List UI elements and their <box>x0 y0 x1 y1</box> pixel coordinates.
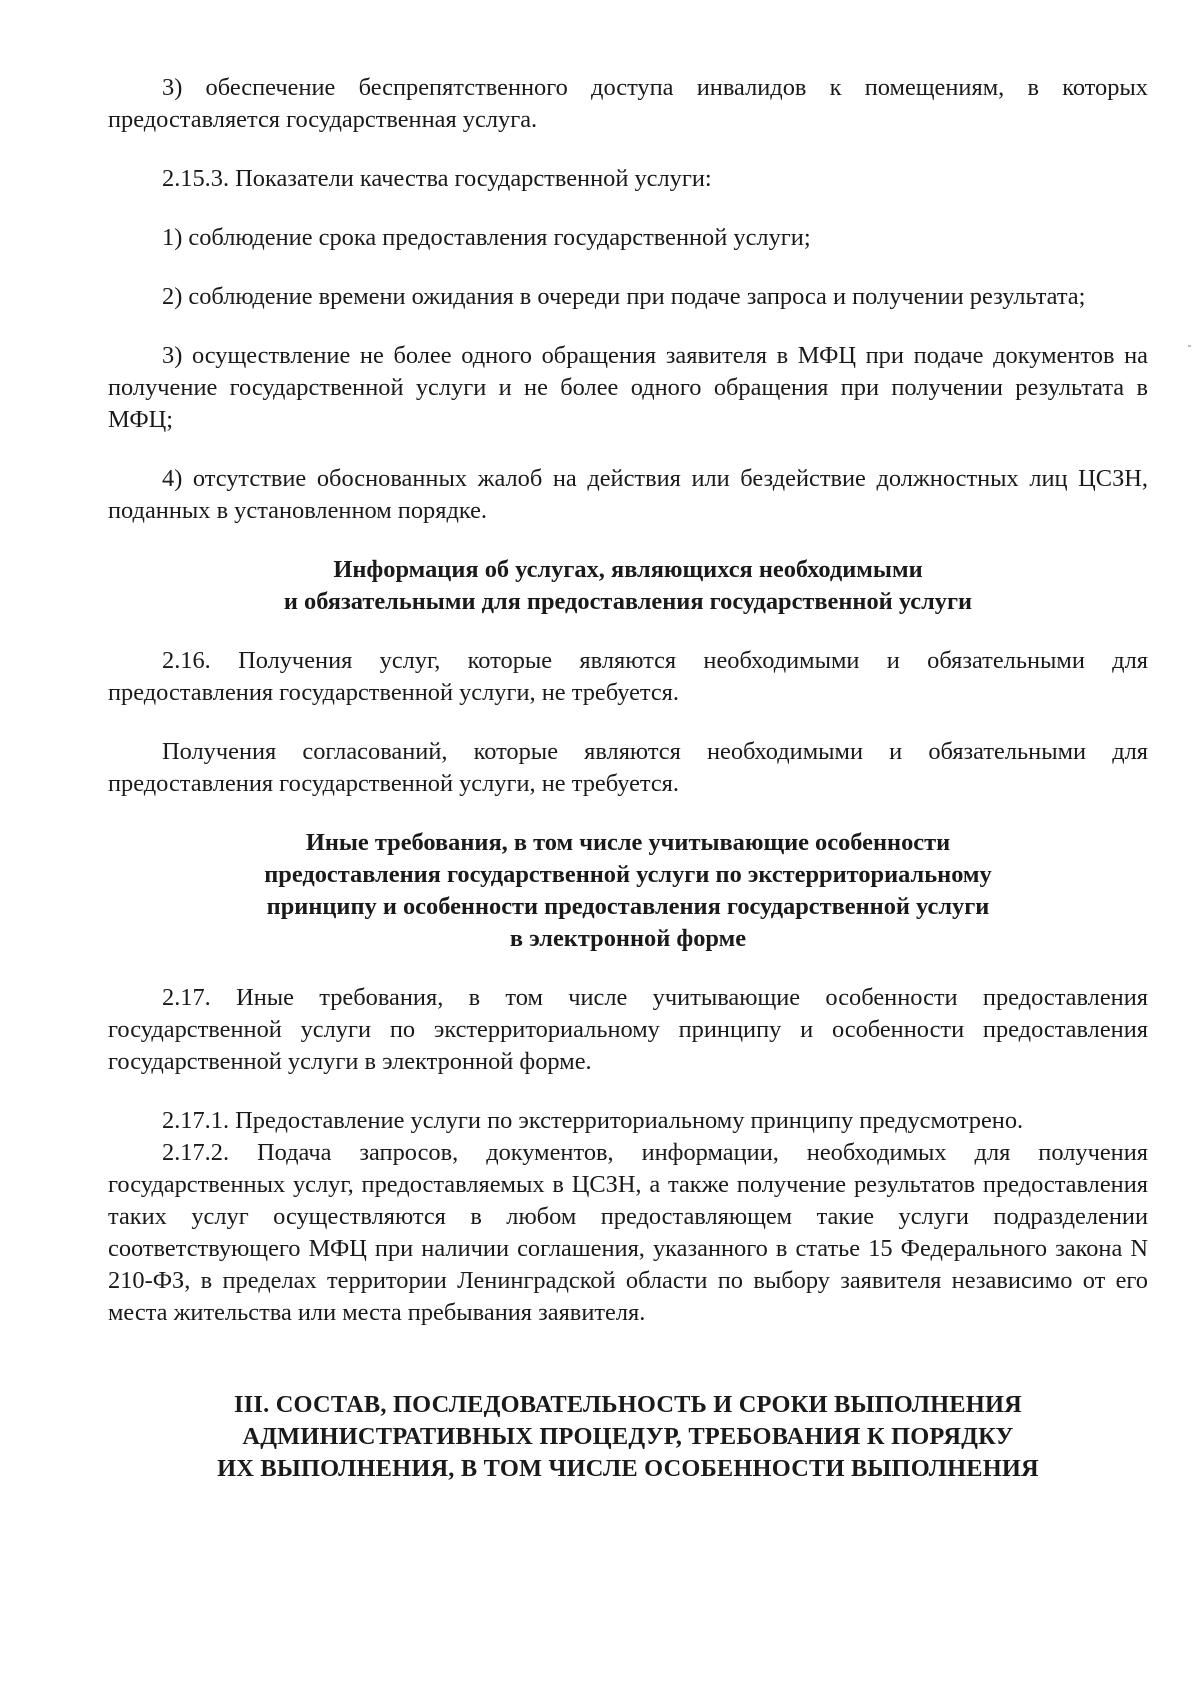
section-heading-iii-line3: ИХ ВЫПОЛНЕНИЯ, В ТОМ ЧИСЛЕ ОСОБЕННОСТИ ВЫПОЛНЕНИЯ <box>217 1455 1039 1482</box>
scan-speck <box>1188 345 1191 347</box>
section-heading-iii-line1: III. СОСТАВ, ПОСЛЕДОВАТЕЛЬНОСТЬ И СРОКИ ВЫПОЛНЕНИЯ <box>234 1391 1022 1418</box>
heading-other-requirements-line1: Иные требования, в том числе учитывающие особенности <box>305 829 951 856</box>
paragraph-waiting-time: 2) соблюдение времени ожидания в очереди при подаче запроса и получении результата; <box>162 283 1086 310</box>
heading-required-services <box>108 554 1148 618</box>
paragraph-quality-indicators: 2.15.3. Показатели качества государственной услуги: <box>162 165 712 192</box>
paragraph-accessibility: 3) обеспечение беспрепятственного доступа инвалидов к помещениям, в которых предоставляется государственная услуга. <box>108 74 1148 133</box>
paragraph-single-appeal: 3) осуществление не более одного обращения заявителя в МФЦ при подаче документов на получение государственной услуги и не более одного обращения при получении результата в МФЦ; <box>108 342 1148 433</box>
paragraph-no-complaints: 4) отсутствие обоснованных жалоб на действия или бездействие должностных лиц ЦСЗН, поданных в установленном порядке. <box>108 465 1148 524</box>
heading-required-services-line2: и обязательными для предоставления государственной услуги <box>283 588 973 615</box>
heading-other-requirements <box>108 827 1148 955</box>
heading-required-services-line1: Информация об услугах, являющихся необходимыми <box>333 556 923 583</box>
heading-other-requirements-line3: принципу и особенности предоставления государственной услуги <box>266 893 990 920</box>
paragraph-2-16: 2.16. Получения услуг, которые являются необходимыми и обязательными для предоставления государственной услуги, не требуется. <box>108 647 1148 706</box>
paragraph-deadline-compliance: 1) соблюдение срока предоставления государственной услуги; <box>162 224 811 251</box>
section-heading-iii-line2: АДМИНИСТРАТИВНЫХ ПРОЦЕДУР, ТРЕБОВАНИЯ К ПОРЯДКУ <box>242 1423 1014 1450</box>
section-heading-iii <box>108 1389 1148 1485</box>
paragraph-2-17-2: 2.17.2. Подача запросов, документов, информации, необходимых для получения государственных услуг, предоставляемых в ЦСЗН, а также получение результатов предоставления таких услуг осуществляются в любом предоставляющем такие услуги подразделении соответствующего МФЦ при наличии соглашения, указанного в статье 15 Федерального закона N 210-ФЗ, в пределах территории Ленинградской области по выбору заявителя независимо от его места жительства или места пребывания заявителя. <box>108 1139 1148 1326</box>
paragraph-2-17: 2.17. Иные требования, в том числе учитывающие особенности предоставления государственной услуги по экстерриториальному принципу и особенности предоставления государственной услуги в электронной форме. <box>108 984 1148 1075</box>
paragraph-approvals: Получения согласований, которые являются необходимыми и обязательными для предоставления государственной услуги, не требуется. <box>108 738 1148 797</box>
paragraph-2-17-1: 2.17.1. Предоставление услуги по экстерриториальному принципу предусмотрено. <box>162 1107 1024 1134</box>
document-page <box>108 72 1148 1485</box>
heading-other-requirements-line2: предоставления государственной услуги по экстерриториальному <box>264 861 992 888</box>
heading-other-requirements-line4: в электронной форме <box>509 925 747 952</box>
